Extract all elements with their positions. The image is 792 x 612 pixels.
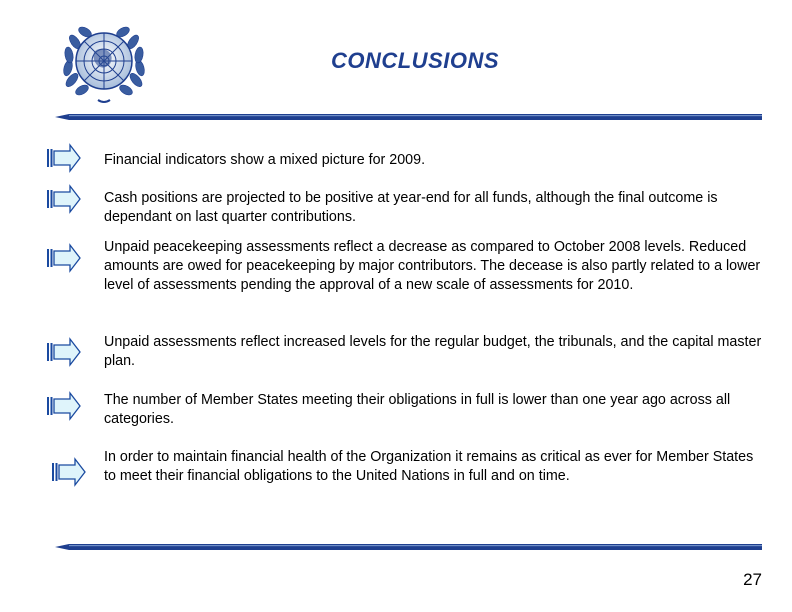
bullet-text: Unpaid peacekeeping assessments reflect a decrease as compared to October 2008 levels. Reduced amounts are owed for peacekeeping by major contributors. The decease is also partly related to a lower level of assessments pending the approval of a new scale of assessments for 2010. [104, 239, 761, 293]
bottom-divider [55, 544, 762, 550]
arrow-right-icon [46, 337, 82, 367]
bullet-text: Unpaid assessments reflect increased levels for the regular budget, the tribunals, and the capital master plan. [104, 334, 762, 369]
bullet-text: Financial indicators show a mixed picture for 2009. [104, 152, 426, 168]
arrow-right-icon [46, 143, 82, 173]
arrow-right-icon [46, 184, 82, 214]
arrow-right-icon [51, 457, 87, 487]
top-divider [55, 114, 762, 120]
bullet-text: The number of Member States meeting their obligations in full is lower than one year ago across all categories. [104, 392, 731, 427]
un-emblem-icon [58, 18, 150, 106]
bullet-text: Cash positions are projected to be positive at year-end for all funds, although the final outcome is dependant on last quarter contributions. [104, 190, 718, 225]
page-title: CONCLUSIONS [330, 48, 500, 73]
arrow-right-icon [46, 243, 82, 273]
page-number: 27 [743, 570, 762, 589]
bullet-text: In order to maintain financial health of the Organization it remains as critical as ever for Member States to meet their financial obligations to the United Nations in full and on time. [104, 449, 754, 484]
arrow-right-icon [46, 391, 82, 421]
